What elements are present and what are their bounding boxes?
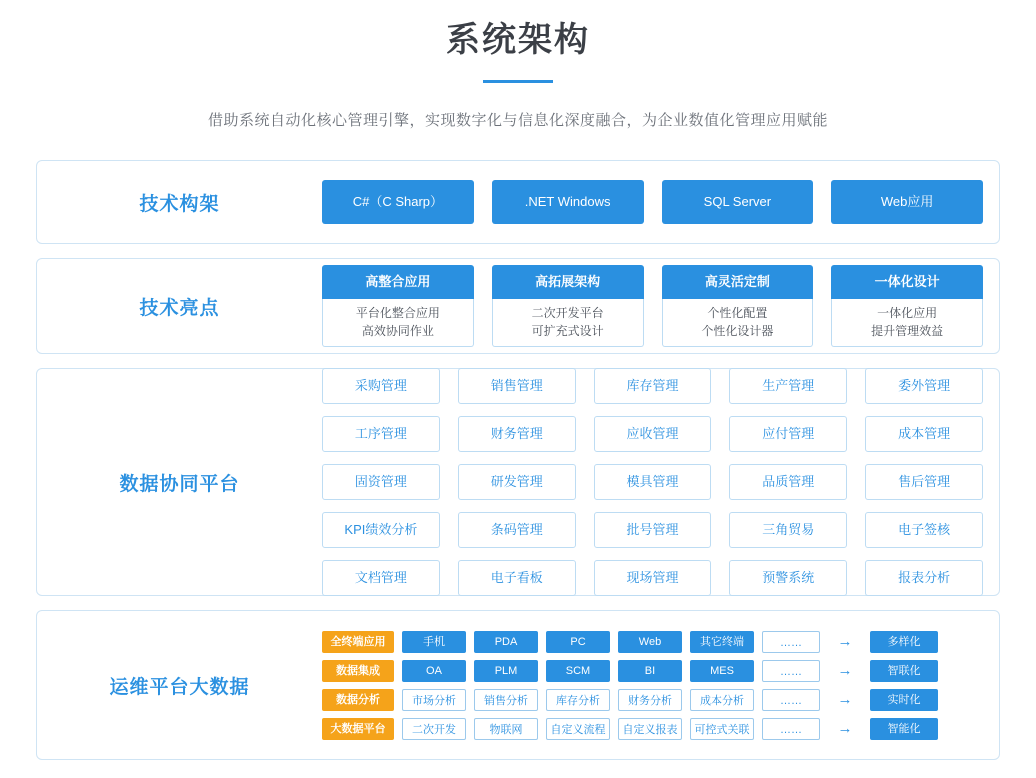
section-body-data-platform <box>322 354 999 610</box>
bigdata-row <box>322 718 983 740</box>
tech-stack-item[interactable]: C#（C Sharp） <box>322 180 474 224</box>
bigdata-result[interactable]: 智能化 <box>870 718 938 740</box>
highlight-row <box>322 265 983 347</box>
bigdata-cell[interactable]: 成本分析 <box>690 689 754 711</box>
section-tech-stack <box>36 160 1000 244</box>
module-grid <box>322 368 983 596</box>
title-underline <box>483 80 553 83</box>
highlight-card[interactable] <box>831 265 983 347</box>
page-header <box>0 0 1036 130</box>
module-item[interactable]: 应收管理 <box>594 416 712 452</box>
bigdata-cell[interactable]: PLM <box>474 660 538 682</box>
highlight-card-line: 高效协同作业 <box>361 324 434 338</box>
section-tech-highlights <box>36 258 1000 354</box>
highlight-card[interactable] <box>492 265 644 347</box>
bigdata-cell[interactable]: SCM <box>546 660 610 682</box>
highlight-card-body <box>662 299 814 347</box>
bigdata-cell[interactable]: 其它终端 <box>690 631 754 653</box>
highlight-card-body <box>322 299 474 347</box>
module-item[interactable]: 文档管理 <box>322 560 440 596</box>
bigdata-row-label: 数据分析 <box>322 689 394 711</box>
module-item[interactable]: 三角贸易 <box>729 512 847 548</box>
module-item[interactable]: 库存管理 <box>594 368 712 404</box>
bigdata-cell[interactable]: OA <box>402 660 466 682</box>
module-item[interactable]: 电子签核 <box>865 512 983 548</box>
bigdata-table <box>322 631 983 740</box>
bigdata-result[interactable]: 实时化 <box>870 689 938 711</box>
highlight-card-title: 高灵活定制 <box>662 265 814 299</box>
section-body-tech-stack <box>322 166 999 238</box>
module-item[interactable]: 批号管理 <box>594 512 712 548</box>
highlight-card-title: 一体化设计 <box>831 265 983 299</box>
bigdata-cell[interactable]: 手机 <box>402 631 466 653</box>
section-label-tech-highlights: 技术亮点 <box>139 297 220 319</box>
tech-stack-row <box>322 180 983 224</box>
bigdata-result[interactable]: 多样化 <box>870 631 938 653</box>
bigdata-cell[interactable]: 二次开发 <box>402 718 466 740</box>
bigdata-result[interactable]: 智联化 <box>870 660 938 682</box>
bigdata-row <box>322 689 983 711</box>
section-label-bigdata-platform: 运维平台大数据 <box>109 676 250 698</box>
highlight-card-line: 一体化应用 <box>877 306 938 320</box>
bigdata-cell[interactable]: Web <box>618 631 682 653</box>
module-item[interactable]: 品质管理 <box>729 464 847 500</box>
section-body-bigdata-platform <box>322 617 999 754</box>
bigdata-cell-more[interactable]: …… <box>762 660 820 682</box>
bigdata-cell-more[interactable]: …… <box>762 631 820 653</box>
bigdata-row-label: 大数据平台 <box>322 718 394 740</box>
module-item[interactable]: 研发管理 <box>458 464 576 500</box>
highlight-card-line: 二次开发平台 <box>531 306 604 320</box>
arrow-right-icon: → <box>837 632 853 650</box>
highlight-card-line: 可扩充式设计 <box>531 324 604 338</box>
highlight-card-line: 平台化整合应用 <box>355 306 440 320</box>
bigdata-cell[interactable]: PC <box>546 631 610 653</box>
tech-stack-item[interactable]: .NET Windows <box>492 180 644 224</box>
bigdata-cell[interactable]: BI <box>618 660 682 682</box>
bigdata-cell[interactable]: 可控式关联 <box>690 718 754 740</box>
module-item[interactable]: 预警系统 <box>729 560 847 596</box>
highlight-card-line: 个性化设计器 <box>701 324 774 338</box>
module-item[interactable]: 工序管理 <box>322 416 440 452</box>
highlight-card-body <box>492 299 644 347</box>
section-label-data-platform: 数据协同平台 <box>119 473 240 495</box>
bigdata-row <box>322 631 983 653</box>
arrow-right-icon: → <box>837 690 853 708</box>
bigdata-row-label: 全终端应用 <box>322 631 394 653</box>
bigdata-cell[interactable]: 财务分析 <box>618 689 682 711</box>
module-item[interactable]: 采购管理 <box>322 368 440 404</box>
highlight-card-line: 个性化配置 <box>707 306 768 320</box>
page-subtitle: 借助系统自动化核心管理引擎，实现数字化与信息化深度融合，为企业数值化管理应用赋能 <box>207 112 828 129</box>
bigdata-cell[interactable]: 物联网 <box>474 718 538 740</box>
bigdata-cell-more[interactable]: …… <box>762 689 820 711</box>
bigdata-cell[interactable]: 销售分析 <box>474 689 538 711</box>
bigdata-row <box>322 660 983 682</box>
bigdata-cell[interactable]: 库存分析 <box>546 689 610 711</box>
highlight-card-title: 高整合应用 <box>322 265 474 299</box>
module-item[interactable]: KPI绩效分析 <box>322 512 440 548</box>
bigdata-cell-more[interactable]: …… <box>762 718 820 740</box>
section-data-platform <box>36 368 1000 596</box>
highlight-card-line: 提升管理效益 <box>871 324 944 338</box>
module-item[interactable]: 应付管理 <box>729 416 847 452</box>
highlight-card-title: 高拓展架构 <box>492 265 644 299</box>
page-title: 系统架构 <box>446 21 590 59</box>
tech-stack-item[interactable]: Web应用 <box>831 180 983 224</box>
module-item[interactable]: 售后管理 <box>865 464 983 500</box>
module-item[interactable]: 报表分析 <box>865 560 983 596</box>
arrow-right-icon: → <box>837 719 853 737</box>
module-item[interactable]: 成本管理 <box>865 416 983 452</box>
module-item[interactable]: 生产管理 <box>729 368 847 404</box>
module-item[interactable]: 电子看板 <box>458 560 576 596</box>
module-item[interactable]: 条码管理 <box>458 512 576 548</box>
section-body-tech-highlights <box>322 251 999 361</box>
bigdata-row-label: 数据集成 <box>322 660 394 682</box>
arrow-right-icon: → <box>837 661 853 679</box>
section-label-tech-stack: 技术构架 <box>139 193 220 215</box>
module-item[interactable]: 销售管理 <box>458 368 576 404</box>
bigdata-cell[interactable]: MES <box>690 660 754 682</box>
module-item[interactable]: 模具管理 <box>594 464 712 500</box>
tech-stack-item[interactable]: SQL Server <box>662 180 814 224</box>
bigdata-cell[interactable]: 市场分析 <box>402 689 466 711</box>
module-item[interactable]: 固资管理 <box>322 464 440 500</box>
bigdata-cell[interactable]: PDA <box>474 631 538 653</box>
module-item[interactable]: 财务管理 <box>458 416 576 452</box>
bigdata-cell[interactable]: 自定义流程 <box>546 718 610 740</box>
highlight-card-body <box>831 299 983 347</box>
module-item[interactable]: 委外管理 <box>865 368 983 404</box>
bigdata-cell[interactable]: 自定义报表 <box>618 718 682 740</box>
module-item[interactable]: 现场管理 <box>594 560 712 596</box>
highlight-card[interactable] <box>662 265 814 347</box>
highlight-card[interactable] <box>322 265 474 347</box>
section-bigdata-platform <box>36 610 1000 760</box>
